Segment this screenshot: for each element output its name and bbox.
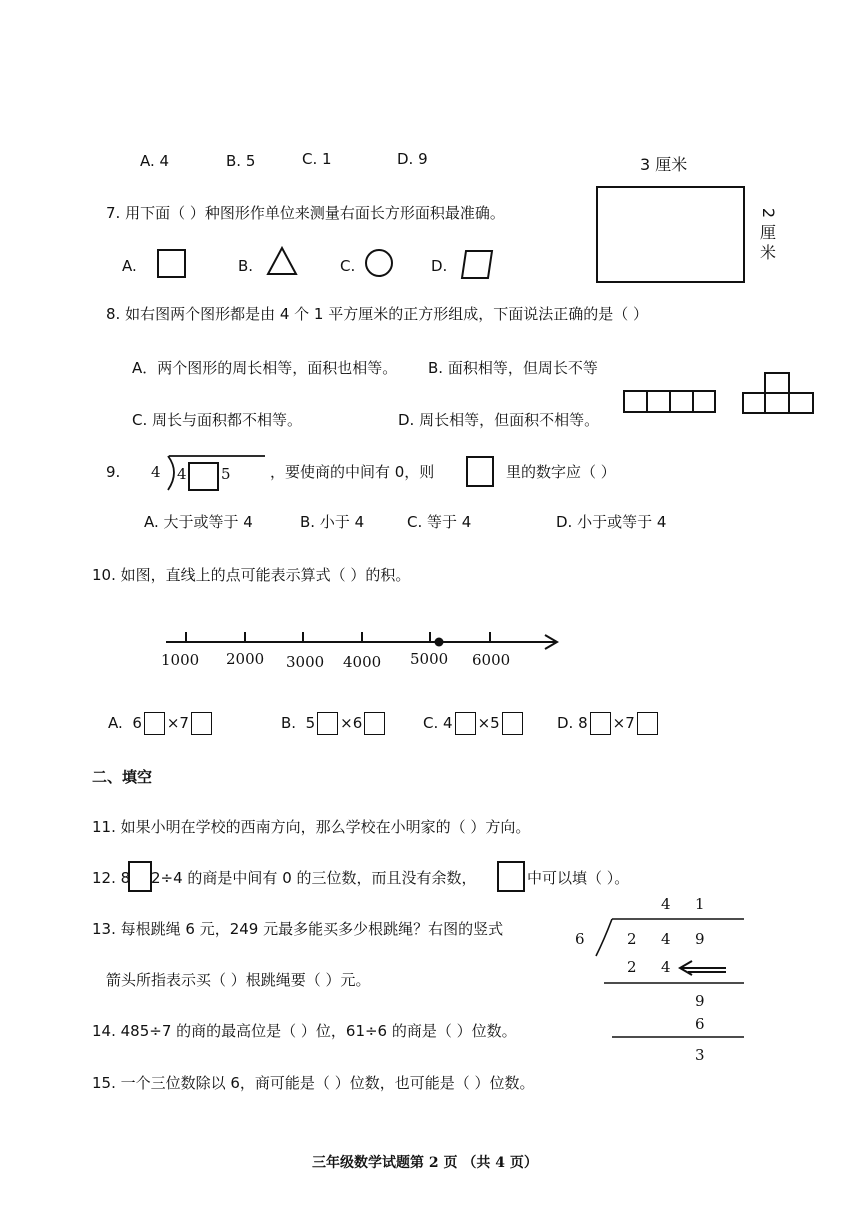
division-quotient-digit: 4 bbox=[661, 895, 671, 913]
number-line-point bbox=[435, 638, 444, 647]
q13-line2: 箭头所指表示买（ ）根跳绳要（ ）元。 bbox=[106, 971, 371, 989]
q9-option-d: D. 小于或等于 4 bbox=[556, 513, 667, 531]
q9-division-bracket bbox=[168, 456, 174, 490]
q7-question: 7. 用下面（ ）种图形作单位来测量右面长方形面积最准确。 bbox=[106, 204, 505, 222]
q9-text-mid: ，要使商的中间有 0，则 bbox=[270, 463, 435, 481]
tick-label: 4000 bbox=[343, 653, 382, 671]
parallelogram-icon bbox=[462, 251, 492, 278]
q9-dividend-first: 4 bbox=[177, 465, 187, 483]
q11-question: 11. 如果小明在学校的西南方向，那么学校在小明家的（ ）方向。 bbox=[92, 818, 531, 836]
tick-label: 5000 bbox=[410, 650, 449, 668]
number-line bbox=[166, 632, 557, 649]
q8-figure-step bbox=[743, 373, 813, 413]
q10-question: 10. 如图，直线上的点可能表示算式（ ）的积。 bbox=[92, 566, 411, 584]
division-dividend-digit: 9 bbox=[695, 930, 705, 948]
q9-option-b: B. 小于 4 bbox=[300, 513, 365, 531]
rect-width-label: 3 厘米 bbox=[640, 155, 688, 174]
q9-option-c: C. 等于 4 bbox=[407, 513, 472, 531]
q12-middle: 2÷4 的商是中间有 0 的三位数，而且没有余数， bbox=[151, 869, 477, 887]
division-dividend-digit: 2 bbox=[627, 930, 637, 948]
division-step-digit: 6 bbox=[695, 1015, 705, 1033]
arrow-icon bbox=[680, 961, 726, 975]
tick-label: 1000 bbox=[161, 651, 200, 669]
division-step-digit: 2 bbox=[627, 958, 637, 976]
q8-option-a: A．两个图形的周长相等，面积也相等。 bbox=[132, 359, 398, 377]
q12-box-2 bbox=[497, 861, 525, 892]
q9-divisor: 4 bbox=[151, 463, 161, 481]
q15-question: 15. 一个三位数除以 6，商可能是（ ）位数，也可能是（ ）位数。 bbox=[92, 1074, 535, 1092]
q10-option-d: D. 8 ×7 bbox=[557, 712, 660, 735]
q13-line1: 13. 每根跳绳 6 元，249 元最多能买多少根跳绳？右图的竖式 bbox=[92, 920, 504, 938]
q12-prefix: 12. 8 bbox=[92, 869, 131, 887]
q9-number: 9. bbox=[106, 463, 121, 481]
q8-option-c: C. 周长与面积都不相等。 bbox=[132, 411, 303, 429]
q7-option-a-label: A. bbox=[122, 257, 137, 275]
rect-height-label: 2 厘 米 bbox=[759, 207, 778, 262]
q7-option-c-label: C. bbox=[340, 257, 356, 275]
q6-option-c: C. 1 bbox=[302, 150, 332, 168]
q8-option-d: D. 周长相等，但面积不相等。 bbox=[398, 411, 600, 429]
q8-figure-row bbox=[624, 391, 715, 412]
q12-suffix: 中可以填（ ）。 bbox=[527, 869, 630, 887]
q9-option-a: A. 大于或等于 4 bbox=[144, 513, 253, 531]
q7-option-d-label: D. bbox=[431, 257, 448, 275]
division-divisor: 6 bbox=[575, 930, 585, 948]
section-title: 二、填空 bbox=[92, 768, 153, 786]
circle-icon bbox=[366, 250, 392, 276]
q8-option-b: B. 面积相等，但周长不等 bbox=[428, 359, 598, 377]
q9-dividend-last: 5 bbox=[221, 465, 231, 483]
q6-option-a: A. 4 bbox=[140, 152, 170, 170]
q10-option-a: A. 6 ×7 bbox=[108, 712, 214, 735]
q9-inline-box bbox=[466, 456, 494, 487]
q14-question: 14. 485÷7 的商的最高位是（ ）位，61÷6 的商是（ ）位数。 bbox=[92, 1022, 517, 1040]
tick-label: 6000 bbox=[472, 651, 511, 669]
q9-text-end: 里的数字应（ ） bbox=[506, 463, 616, 481]
q10-option-b: B. 5 ×6 bbox=[281, 712, 387, 735]
q9-blank-box bbox=[188, 462, 219, 491]
division-final-remainder: 3 bbox=[695, 1046, 705, 1064]
tick-label: 3000 bbox=[286, 653, 325, 671]
q10-option-c: C. 4 ×5 bbox=[423, 712, 525, 735]
q6-option-d: D. 9 bbox=[397, 150, 428, 168]
q7-option-b-label: B. bbox=[238, 257, 254, 275]
division-step-digit: 4 bbox=[661, 958, 671, 976]
division-quotient-digit: 1 bbox=[695, 895, 705, 913]
triangle-icon bbox=[268, 248, 296, 274]
q12-box-1 bbox=[128, 861, 152, 892]
tick-label: 2000 bbox=[226, 650, 265, 668]
q6-option-b: B. 5 bbox=[226, 152, 256, 170]
q8-question: 8. 如右图两个图形都是由 4 个 1 平方厘米的正方形组成，下面说法正确的是（ ） bbox=[106, 305, 649, 323]
page-footer: 三年级数学试题第 2 页 （共 4 页） bbox=[312, 1155, 538, 1171]
division-remainder: 9 bbox=[695, 992, 705, 1010]
division-dividend-digit: 4 bbox=[661, 930, 671, 948]
